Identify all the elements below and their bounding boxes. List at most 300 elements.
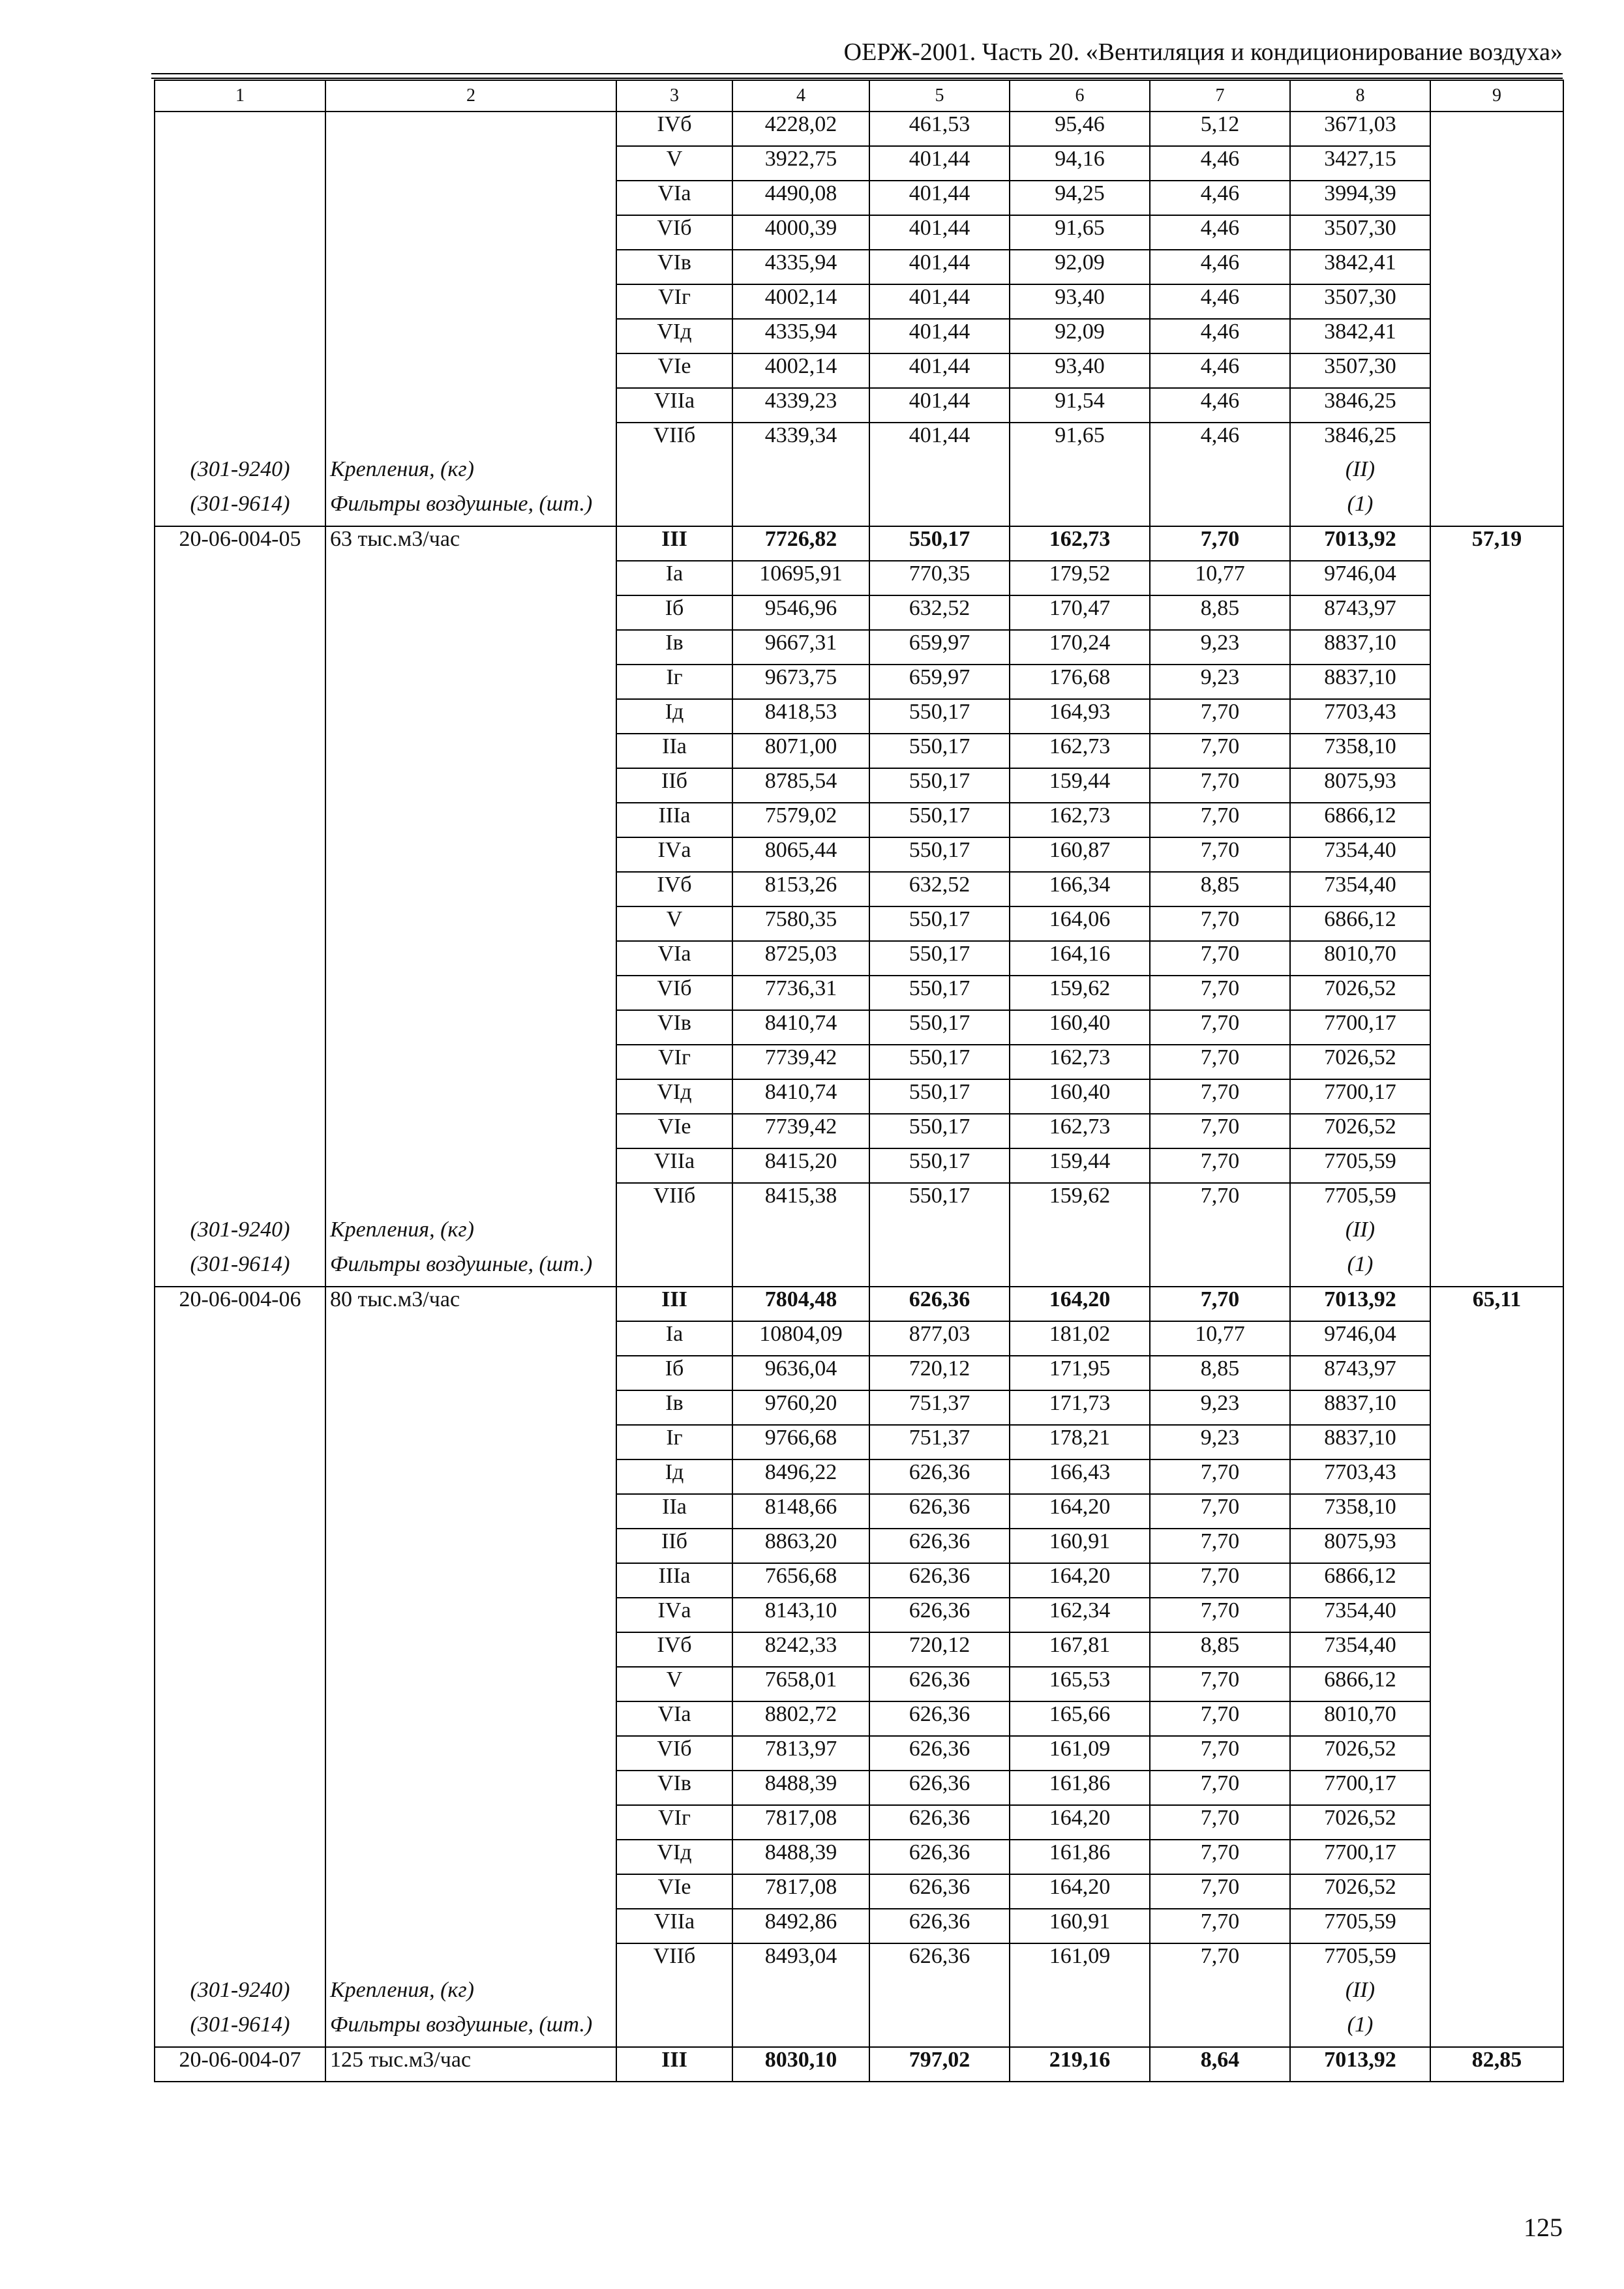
column-number: 4 [732, 80, 869, 112]
driver-wages: 7,70 [1150, 1045, 1290, 1079]
rate-name [325, 1494, 616, 1529]
driver-wages: 7,70 [1150, 768, 1290, 803]
machine-cost: 164,20 [1010, 1563, 1150, 1598]
driver-wages: 4,46 [1150, 388, 1290, 423]
rate-row [155, 872, 1563, 906]
total-cost: 8410,74 [732, 1010, 869, 1045]
wages: 720,12 [869, 1356, 1010, 1390]
zone-label: Iб [616, 595, 732, 630]
materials-cost: 7700,17 [1290, 1840, 1430, 1874]
materials-cost: 7013,92 [1290, 1287, 1430, 1321]
labor-cost [1430, 1494, 1563, 1529]
rate-name [325, 1943, 616, 1978]
machine-cost: 160,87 [1010, 837, 1150, 872]
rate-code [155, 1321, 325, 1356]
rate-name [325, 976, 616, 1010]
total-cost: 7736,31 [732, 976, 869, 1010]
rate-name [325, 1632, 616, 1667]
zone-label: IIб [616, 768, 732, 803]
labor-cost [1430, 1356, 1563, 1390]
machine-cost: 162,73 [1010, 803, 1150, 837]
machine-cost: 160,91 [1010, 1529, 1150, 1563]
driver-wages: 4,46 [1150, 353, 1290, 388]
materials-cost: 8837,10 [1290, 1390, 1430, 1425]
material-code: (301-9240) [155, 457, 325, 492]
rate-name [325, 1667, 616, 1701]
material-quantity: (1) [1290, 2012, 1430, 2047]
labor-cost [1430, 1909, 1563, 1943]
zone-label: Iд [616, 1459, 732, 1494]
labor-cost [1430, 1632, 1563, 1667]
rate-row [155, 1667, 1563, 1701]
rate-row [155, 1771, 1563, 1805]
rate-name [325, 595, 616, 630]
rate-name: 63 тыс.м3/час [325, 526, 616, 561]
machine-cost: 170,47 [1010, 595, 1150, 630]
materials-cost: 7703,43 [1290, 699, 1430, 734]
zone-label: VIб [616, 1736, 732, 1771]
zone-label: IVа [616, 837, 732, 872]
labor-cost [1430, 1598, 1563, 1632]
rate-name [325, 768, 616, 803]
rate-row [155, 1529, 1563, 1563]
rate-code [155, 1114, 325, 1148]
driver-wages: 4,46 [1150, 284, 1290, 319]
empty-cell [1430, 2012, 1563, 2047]
driver-wages: 7,70 [1150, 1529, 1290, 1563]
driver-wages: 9,23 [1150, 1425, 1290, 1459]
wages: 626,36 [869, 1736, 1010, 1771]
rate-code [155, 1701, 325, 1736]
zone-label: VIIа [616, 1148, 732, 1183]
zone-label: III [616, 1287, 732, 1321]
materials-cost: 7703,43 [1290, 1459, 1430, 1494]
rate-name [325, 1390, 616, 1425]
wages: 401,44 [869, 250, 1010, 284]
total-cost: 9667,31 [732, 630, 869, 665]
wages: 626,36 [869, 1563, 1010, 1598]
wages: 550,17 [869, 1045, 1010, 1079]
labor-cost [1430, 1079, 1563, 1114]
driver-wages: 7,70 [1150, 1183, 1290, 1218]
labor-cost: 82,85 [1430, 2047, 1563, 2082]
labor-cost [1430, 1045, 1563, 1079]
total-cost: 7739,42 [732, 1045, 869, 1079]
materials-cost: 8075,93 [1290, 768, 1430, 803]
wages: 550,17 [869, 526, 1010, 561]
empty-cell [616, 1218, 732, 1252]
materials-cost: 7358,10 [1290, 1494, 1430, 1529]
materials-cost: 8075,93 [1290, 1529, 1430, 1563]
materials-cost: 6866,12 [1290, 1667, 1430, 1701]
wages: 550,17 [869, 906, 1010, 941]
materials-cost: 9746,04 [1290, 561, 1430, 595]
rate-code [155, 1874, 325, 1909]
rate-code [155, 1598, 325, 1632]
rate-name [325, 112, 616, 146]
rate-code [155, 1148, 325, 1183]
driver-wages: 4,46 [1150, 319, 1290, 353]
material-code: (301-9614) [155, 2012, 325, 2047]
labor-cost [1430, 1529, 1563, 1563]
zone-label: VIд [616, 1079, 732, 1114]
rate-code [155, 803, 325, 837]
total-cost: 8071,00 [732, 734, 869, 768]
wages: 550,17 [869, 976, 1010, 1010]
empty-cell [1430, 492, 1563, 526]
empty-cell [732, 1252, 869, 1287]
rate-code [155, 1459, 325, 1494]
machine-cost: 219,16 [1010, 2047, 1150, 2082]
wages: 550,17 [869, 734, 1010, 768]
driver-wages: 7,70 [1150, 1494, 1290, 1529]
zone-label: VIб [616, 215, 732, 250]
empty-cell [1010, 457, 1150, 492]
rate-row [155, 215, 1563, 250]
page-header: ОЕРЖ-2001. Часть 20. «Вентиляция и кондиционирование воздуха» [843, 38, 1563, 66]
rate-name [325, 1771, 616, 1805]
rate-code [155, 388, 325, 423]
zone-label: Iд [616, 699, 732, 734]
driver-wages: 7,70 [1150, 1148, 1290, 1183]
column-number: 3 [616, 80, 732, 112]
rate-code [155, 1736, 325, 1771]
rate-code [155, 1909, 325, 1943]
driver-wages: 4,46 [1150, 215, 1290, 250]
zone-label: VIг [616, 1045, 732, 1079]
total-cost: 4490,08 [732, 181, 869, 215]
rate-name [325, 181, 616, 215]
empty-cell [1430, 1252, 1563, 1287]
labor-cost [1430, 1667, 1563, 1701]
labor-cost [1430, 112, 1563, 146]
rate-name [325, 1114, 616, 1148]
rate-name [325, 423, 616, 457]
wages: 626,36 [869, 1840, 1010, 1874]
zone-label: IVб [616, 112, 732, 146]
rate-code [155, 837, 325, 872]
rate-code [155, 1667, 325, 1701]
materials-cost: 8743,97 [1290, 595, 1430, 630]
machine-cost: 161,86 [1010, 1771, 1150, 1805]
rate-name [325, 284, 616, 319]
rate-name [325, 1840, 616, 1874]
materials-cost: 7358,10 [1290, 734, 1430, 768]
total-cost: 7658,01 [732, 1667, 869, 1701]
machine-cost: 167,81 [1010, 1632, 1150, 1667]
labor-cost [1430, 1459, 1563, 1494]
machine-cost: 170,24 [1010, 630, 1150, 665]
driver-wages: 7,70 [1150, 734, 1290, 768]
empty-cell [1010, 1252, 1150, 1287]
empty-cell [1010, 492, 1150, 526]
rate-code [155, 423, 325, 457]
total-cost: 9546,96 [732, 595, 869, 630]
labor-cost [1430, 1183, 1563, 1218]
labor-cost [1430, 906, 1563, 941]
rate-name [325, 1874, 616, 1909]
rate-code: 20-06-004-05 [155, 526, 325, 561]
rate-code [155, 1771, 325, 1805]
rate-name [325, 1598, 616, 1632]
labor-cost [1430, 319, 1563, 353]
empty-cell [732, 1218, 869, 1252]
rate-name [325, 1563, 616, 1598]
machine-cost: 162,73 [1010, 1114, 1150, 1148]
driver-wages: 10,77 [1150, 561, 1290, 595]
materials-cost: 7013,92 [1290, 2047, 1430, 2082]
zone-label: VIе [616, 1874, 732, 1909]
empty-cell [869, 2012, 1010, 2047]
column-number-row [155, 80, 1563, 112]
materials-cost: 7700,17 [1290, 1079, 1430, 1114]
wages: 770,35 [869, 561, 1010, 595]
zone-label: Iг [616, 1425, 732, 1459]
rate-code [155, 1632, 325, 1667]
material-name: Крепления, (кг) [325, 1218, 616, 1252]
driver-wages: 7,70 [1150, 837, 1290, 872]
materials-cost: 3842,41 [1290, 250, 1430, 284]
material-row [155, 492, 1563, 526]
material-code: (301-9240) [155, 1978, 325, 2012]
rate-name [325, 1148, 616, 1183]
wages: 550,17 [869, 768, 1010, 803]
labor-cost [1430, 250, 1563, 284]
rate-code [155, 906, 325, 941]
rate-code: 20-06-004-06 [155, 1287, 325, 1321]
materials-cost: 3846,25 [1290, 423, 1430, 457]
total-cost: 9766,68 [732, 1425, 869, 1459]
rate-name [325, 250, 616, 284]
material-row [155, 1978, 1563, 2012]
zone-label: VIа [616, 941, 732, 976]
rate-row [155, 1459, 1563, 1494]
rate-code [155, 941, 325, 976]
materials-cost: 7026,52 [1290, 1114, 1430, 1148]
driver-wages: 7,70 [1150, 906, 1290, 941]
rate-name [325, 803, 616, 837]
rate-code [155, 112, 325, 146]
wages: 626,36 [869, 1459, 1010, 1494]
labor-cost [1430, 181, 1563, 215]
empty-cell [732, 457, 869, 492]
materials-cost: 8743,97 [1290, 1356, 1430, 1390]
machine-cost: 165,66 [1010, 1701, 1150, 1736]
rate-row [155, 941, 1563, 976]
rate-name [325, 1459, 616, 1494]
rate-row [155, 1356, 1563, 1390]
rate-row [155, 1805, 1563, 1840]
rate-row [155, 1736, 1563, 1771]
driver-wages: 8,85 [1150, 1356, 1290, 1390]
materials-cost: 7705,59 [1290, 1943, 1430, 1978]
rate-row [155, 768, 1563, 803]
materials-cost: 3427,15 [1290, 146, 1430, 181]
empty-cell [616, 492, 732, 526]
rate-name [325, 1909, 616, 1943]
empty-cell [1150, 457, 1290, 492]
machine-cost: 159,44 [1010, 1148, 1150, 1183]
labor-cost [1430, 1736, 1563, 1771]
rate-row [155, 561, 1563, 595]
total-cost: 7579,02 [732, 803, 869, 837]
total-cost: 8143,10 [732, 1598, 869, 1632]
zone-label: Iа [616, 561, 732, 595]
total-cost: 8493,04 [732, 1943, 869, 1978]
zone-label: VIIб [616, 423, 732, 457]
wages: 659,97 [869, 665, 1010, 699]
empty-cell [869, 1252, 1010, 1287]
driver-wages: 8,85 [1150, 872, 1290, 906]
zone-label: VIа [616, 1701, 732, 1736]
rate-name [325, 1079, 616, 1114]
zone-label: VIе [616, 1114, 732, 1148]
wages: 626,36 [869, 1874, 1010, 1909]
driver-wages: 7,70 [1150, 1874, 1290, 1909]
labor-cost [1430, 768, 1563, 803]
zone-label: IIIа [616, 803, 732, 837]
materials-cost: 7026,52 [1290, 976, 1430, 1010]
wages: 550,17 [869, 1114, 1010, 1148]
rate-code [155, 872, 325, 906]
rate-row [155, 1079, 1563, 1114]
labor-cost [1430, 699, 1563, 734]
materials-cost: 9746,04 [1290, 1321, 1430, 1356]
empty-cell [1150, 1218, 1290, 1252]
labor-cost [1430, 665, 1563, 699]
wages: 401,44 [869, 388, 1010, 423]
material-quantity: (II) [1290, 1218, 1430, 1252]
material-code: (301-9614) [155, 492, 325, 526]
wages: 550,17 [869, 837, 1010, 872]
driver-wages: 8,85 [1150, 595, 1290, 630]
rate-code [155, 1390, 325, 1425]
zone-label: Iб [616, 1356, 732, 1390]
driver-wages: 7,70 [1150, 1079, 1290, 1114]
rate-code [155, 699, 325, 734]
rate-main-row [155, 2047, 1563, 2082]
labor-cost [1430, 1425, 1563, 1459]
labor-cost: 65,11 [1430, 1287, 1563, 1321]
driver-wages: 4,46 [1150, 423, 1290, 457]
rate-name [325, 941, 616, 976]
material-row [155, 1218, 1563, 1252]
rate-code [155, 1805, 325, 1840]
rate-row [155, 1045, 1563, 1079]
zone-label: IVа [616, 1598, 732, 1632]
driver-wages: 7,70 [1150, 1667, 1290, 1701]
rate-name [325, 561, 616, 595]
rate-code [155, 146, 325, 181]
driver-wages: 8,64 [1150, 2047, 1290, 2082]
rate-row [155, 595, 1563, 630]
materials-cost: 6866,12 [1290, 1563, 1430, 1598]
machine-cost: 181,02 [1010, 1321, 1150, 1356]
machine-cost: 91,65 [1010, 423, 1150, 457]
header-rule [151, 78, 1563, 79]
wages: 401,44 [869, 353, 1010, 388]
rate-name [325, 146, 616, 181]
column-number: 7 [1150, 80, 1290, 112]
driver-wages: 7,70 [1150, 941, 1290, 976]
machine-cost: 161,09 [1010, 1943, 1150, 1978]
labor-cost [1430, 1874, 1563, 1909]
labor-cost [1430, 1148, 1563, 1183]
column-number: 6 [1010, 80, 1150, 112]
rate-code [155, 284, 325, 319]
empty-cell [732, 2012, 869, 2047]
rate-row [155, 837, 1563, 872]
column-number: 8 [1290, 80, 1430, 112]
wages: 550,17 [869, 941, 1010, 976]
total-cost: 8415,38 [732, 1183, 869, 1218]
driver-wages: 9,23 [1150, 665, 1290, 699]
zone-label: VIе [616, 353, 732, 388]
total-cost: 3922,75 [732, 146, 869, 181]
driver-wages: 9,23 [1150, 630, 1290, 665]
machine-cost: 166,43 [1010, 1459, 1150, 1494]
machine-cost: 162,73 [1010, 526, 1150, 561]
wages: 659,97 [869, 630, 1010, 665]
rate-code [155, 734, 325, 768]
wages: 626,36 [869, 1909, 1010, 1943]
empty-cell [1430, 457, 1563, 492]
rate-row [155, 1598, 1563, 1632]
empty-cell [732, 492, 869, 526]
material-code: (301-9614) [155, 1252, 325, 1287]
driver-wages: 7,70 [1150, 1943, 1290, 1978]
materials-cost: 7026,52 [1290, 1874, 1430, 1909]
wages: 401,44 [869, 181, 1010, 215]
labor-cost [1430, 1563, 1563, 1598]
labor-cost [1430, 595, 1563, 630]
zone-label: VIIб [616, 1183, 732, 1218]
driver-wages: 7,70 [1150, 699, 1290, 734]
rate-code [155, 319, 325, 353]
rate-code [155, 768, 325, 803]
total-cost: 8802,72 [732, 1701, 869, 1736]
labor-cost [1430, 1701, 1563, 1736]
materials-cost: 7013,92 [1290, 526, 1430, 561]
driver-wages: 7,70 [1150, 1771, 1290, 1805]
zone-label: Iв [616, 1390, 732, 1425]
rate-row [155, 353, 1563, 388]
labor-cost [1430, 353, 1563, 388]
column-number: 9 [1430, 80, 1563, 112]
machine-cost: 162,34 [1010, 1598, 1150, 1632]
rate-name [325, 215, 616, 250]
rate-name [325, 872, 616, 906]
rate-name [325, 1701, 616, 1736]
materials-cost: 8837,10 [1290, 1425, 1430, 1459]
zone-label: IIб [616, 1529, 732, 1563]
wages: 626,36 [869, 1943, 1010, 1978]
machine-cost: 95,46 [1010, 112, 1150, 146]
rate-code [155, 181, 325, 215]
rate-row [155, 699, 1563, 734]
empty-cell [616, 1978, 732, 2012]
rate-code [155, 1563, 325, 1598]
empty-cell [616, 457, 732, 492]
rate-code [155, 1840, 325, 1874]
column-number: 2 [325, 80, 616, 112]
rate-name [325, 1045, 616, 1079]
zone-label: III [616, 2047, 732, 2082]
labor-cost [1430, 284, 1563, 319]
rate-code [155, 250, 325, 284]
rate-code [155, 1079, 325, 1114]
wages: 626,36 [869, 1667, 1010, 1701]
